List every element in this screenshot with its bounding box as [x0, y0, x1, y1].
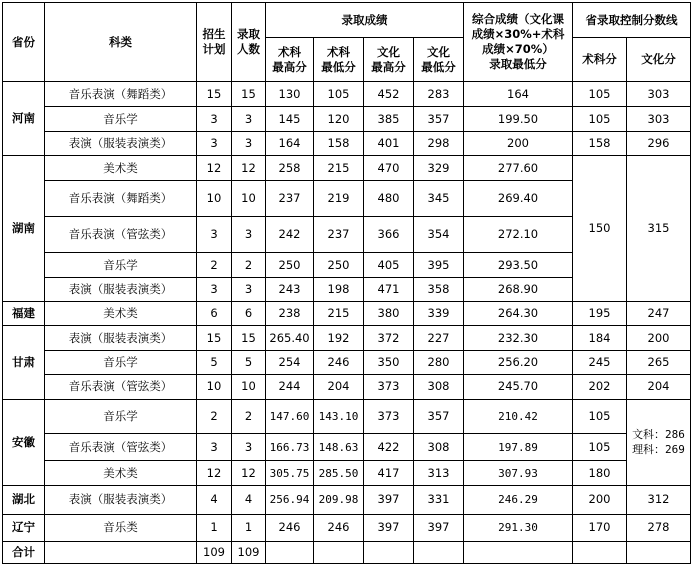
- art-max-cell: 244: [266, 375, 314, 399]
- admitted-cell: 6: [232, 302, 266, 326]
- table-row: [3, 326, 691, 350]
- art-min-cell: 148.63: [314, 434, 364, 461]
- art-min-cell: 250: [314, 253, 364, 277]
- header-cul-min: 文化 最低分: [414, 38, 464, 82]
- cul-min-cell: 357: [414, 399, 464, 434]
- art-min-cell: 204: [314, 375, 364, 399]
- plan-cell: 3: [197, 131, 232, 155]
- ctrl-art-cell: 200: [573, 485, 627, 514]
- province-cell: 河南: [3, 82, 45, 156]
- header-composite: 综合成绩（文化课 成绩×30%+术科 成绩×70%） 录取最低分: [464, 3, 573, 82]
- table-row: [3, 399, 691, 434]
- header-category: 科类: [45, 3, 197, 82]
- cul-max-cell: 385: [364, 107, 414, 131]
- table-row: [3, 82, 691, 107]
- header-ctrl-art: 术科分: [573, 38, 627, 82]
- composite-cell: 256.20: [464, 350, 573, 374]
- table-row: [3, 461, 691, 485]
- cul-min-cell: 308: [414, 375, 464, 399]
- art-max-cell: 145: [266, 107, 314, 131]
- ctrl-cul-cell: 204: [627, 375, 691, 399]
- ctrl-art-cell: 245: [573, 350, 627, 374]
- category-cell: 美术类: [45, 461, 197, 485]
- cul-max-cell: 397: [364, 515, 414, 541]
- ctrl-cul-cell: 296: [627, 131, 691, 155]
- ctrl-cul-cell: 315: [627, 156, 691, 302]
- ctrl-art-cell: 180: [573, 461, 627, 485]
- empty-cell: [414, 541, 464, 563]
- ctrl-cul-cell: 303: [627, 107, 691, 131]
- province-cell: 甘肃: [3, 326, 45, 399]
- cul-max-cell: 422: [364, 434, 414, 461]
- art-max-cell: 237: [266, 181, 314, 217]
- composite-cell: 199.50: [464, 107, 573, 131]
- art-min-cell: 246: [314, 515, 364, 541]
- art-max-cell: 246: [266, 515, 314, 541]
- cul-min-cell: 313: [414, 461, 464, 485]
- category-cell: 表演（服装表演类）: [45, 131, 197, 155]
- cul-min-cell: 397: [414, 515, 464, 541]
- composite-cell: 307.93: [464, 461, 573, 485]
- admitted-cell: 2: [232, 399, 266, 434]
- category-cell: 美术类: [45, 302, 197, 326]
- category-cell: 音乐类: [45, 515, 197, 541]
- category-cell: 音乐学: [45, 350, 197, 374]
- empty-cell: [314, 541, 364, 563]
- cul-min-cell: 395: [414, 253, 464, 277]
- table-row: [3, 434, 691, 461]
- ctrl-cul-cell: 265: [627, 350, 691, 374]
- category-cell: 音乐表演（舞蹈类）: [45, 181, 197, 217]
- cul-min-cell: 345: [414, 181, 464, 217]
- cul-min-cell: 329: [414, 156, 464, 181]
- admitted-cell: 12: [232, 156, 266, 181]
- art-max-cell: 238: [266, 302, 314, 326]
- cul-max-cell: 405: [364, 253, 414, 277]
- category-cell: 表演（服装表演类）: [45, 326, 197, 350]
- table-row: [3, 156, 691, 181]
- composite-cell: 269.40: [464, 181, 573, 217]
- art-max-cell: 250: [266, 253, 314, 277]
- cul-min-cell: 331: [414, 485, 464, 514]
- category-cell: 音乐表演（管弦类）: [45, 434, 197, 461]
- art-max-cell: 242: [266, 216, 314, 253]
- plan-cell: 12: [197, 461, 232, 485]
- art-max-cell: 164: [266, 131, 314, 155]
- admitted-cell: 3: [232, 277, 266, 301]
- composite-cell: 200: [464, 131, 573, 155]
- ctrl-art-cell: 195: [573, 302, 627, 326]
- category-cell: 音乐表演（舞蹈类）: [45, 82, 197, 107]
- art-max-cell: 147.60: [266, 399, 314, 434]
- admitted-cell: 3: [232, 434, 266, 461]
- admitted-cell: 15: [232, 82, 266, 107]
- cul-min-cell: 339: [414, 302, 464, 326]
- category-cell: 音乐学: [45, 107, 197, 131]
- ctrl-art-cell: 158: [573, 131, 627, 155]
- admitted-cell: 5: [232, 350, 266, 374]
- plan-cell: 10: [197, 181, 232, 217]
- cul-min-cell: 354: [414, 216, 464, 253]
- header-plan: 招生 计划: [197, 3, 232, 82]
- header-province: 省份: [3, 3, 45, 82]
- header-control-group: 省录取控制分数线: [573, 3, 691, 38]
- plan-cell: 3: [197, 277, 232, 301]
- plan-cell: 5: [197, 350, 232, 374]
- table-row: [3, 485, 691, 514]
- cul-min-cell: 298: [414, 131, 464, 155]
- admitted-cell: 10: [232, 181, 266, 217]
- empty-cell: [573, 541, 627, 563]
- total-label: 合计: [3, 541, 45, 563]
- plan-cell: 3: [197, 216, 232, 253]
- header-art-min: 术科 最低分: [314, 38, 364, 82]
- header-ctrl-cul: 文化分: [627, 38, 691, 82]
- ctrl-cul-cell: 303: [627, 82, 691, 107]
- plan-cell: 4: [197, 485, 232, 514]
- category-cell: 表演（服装表演类）: [45, 277, 197, 301]
- header-admitted: 录取 人数: [232, 3, 266, 82]
- cul-min-cell: 358: [414, 277, 464, 301]
- art-max-cell: 265.40: [266, 326, 314, 350]
- composite-cell: 246.29: [464, 485, 573, 514]
- art-min-cell: 237: [314, 216, 364, 253]
- art-min-cell: 120: [314, 107, 364, 131]
- cul-min-cell: 227: [414, 326, 464, 350]
- cul-max-cell: 471: [364, 277, 414, 301]
- art-max-cell: 258: [266, 156, 314, 181]
- art-min-cell: 246: [314, 350, 364, 374]
- cul-max-cell: 470: [364, 156, 414, 181]
- plan-cell: 1: [197, 515, 232, 541]
- art-min-cell: 215: [314, 302, 364, 326]
- art-max-cell: 305.75: [266, 461, 314, 485]
- art-max-cell: 130: [266, 82, 314, 107]
- composite-cell: 232.30: [464, 326, 573, 350]
- plan-cell: 15: [197, 326, 232, 350]
- ctrl-art-cell: 184: [573, 326, 627, 350]
- art-max-cell: 254: [266, 350, 314, 374]
- composite-cell: 264.30: [464, 302, 573, 326]
- empty-cell: [266, 541, 314, 563]
- plan-cell: 3: [197, 107, 232, 131]
- empty-cell: [627, 541, 691, 563]
- cul-max-cell: 480: [364, 181, 414, 217]
- cul-min-cell: 280: [414, 350, 464, 374]
- cul-max-cell: 452: [364, 82, 414, 107]
- admitted-cell: 3: [232, 131, 266, 155]
- province-cell: 湖南: [3, 156, 45, 302]
- cul-max-cell: 372: [364, 326, 414, 350]
- empty-cell: [45, 541, 197, 563]
- composite-cell: 197.89: [464, 434, 573, 461]
- admission-score-table: [2, 2, 691, 564]
- ctrl-art-cell: 170: [573, 515, 627, 541]
- total-plan-cell: 109: [197, 541, 232, 563]
- table-row: [3, 515, 691, 541]
- art-min-cell: 105: [314, 82, 364, 107]
- admitted-cell: 15: [232, 326, 266, 350]
- art-max-cell: 166.73: [266, 434, 314, 461]
- composite-cell: 164: [464, 82, 573, 107]
- plan-cell: 3: [197, 434, 232, 461]
- category-cell: 音乐学: [45, 253, 197, 277]
- ctrl-art-cell: 105: [573, 107, 627, 131]
- ctrl-cul-cell: 200: [627, 326, 691, 350]
- category-cell: 音乐表演（管弦类）: [45, 375, 197, 399]
- category-cell: 表演（服装表演类）: [45, 485, 197, 514]
- ctrl-cul-cell: 312: [627, 485, 691, 514]
- table-row: [3, 375, 691, 399]
- art-min-cell: 209.98: [314, 485, 364, 514]
- composite-cell: 293.50: [464, 253, 573, 277]
- header-scores-group: 录取成绩: [266, 3, 464, 38]
- admitted-cell: 3: [232, 107, 266, 131]
- plan-cell: 2: [197, 399, 232, 434]
- composite-cell: 291.30: [464, 515, 573, 541]
- art-min-cell: 192: [314, 326, 364, 350]
- empty-cell: [464, 541, 573, 563]
- cul-max-cell: 373: [364, 375, 414, 399]
- plan-cell: 12: [197, 156, 232, 181]
- ctrl-art-cell: 105: [573, 399, 627, 434]
- admitted-cell: 2: [232, 253, 266, 277]
- admitted-cell: 12: [232, 461, 266, 485]
- header-art-max: 术科 最高分: [266, 38, 314, 82]
- ctrl-cul-cell: 文科：286 理科：269: [627, 399, 691, 485]
- cul-max-cell: 397: [364, 485, 414, 514]
- composite-cell: 210.42: [464, 399, 573, 434]
- cul-min-cell: 357: [414, 107, 464, 131]
- table-row: [3, 350, 691, 374]
- category-cell: 美术类: [45, 156, 197, 181]
- plan-cell: 15: [197, 82, 232, 107]
- art-min-cell: 143.10: [314, 399, 364, 434]
- composite-cell: 245.70: [464, 375, 573, 399]
- total-admitted-cell: 109: [232, 541, 266, 563]
- cul-max-cell: 417: [364, 461, 414, 485]
- cul-max-cell: 373: [364, 399, 414, 434]
- table-row: [3, 302, 691, 326]
- art-min-cell: 198: [314, 277, 364, 301]
- admitted-cell: 4: [232, 485, 266, 514]
- cul-max-cell: 380: [364, 302, 414, 326]
- art-min-cell: 158: [314, 131, 364, 155]
- province-cell: 湖北: [3, 485, 45, 514]
- ctrl-art-cell: 105: [573, 434, 627, 461]
- composite-cell: 272.10: [464, 216, 573, 253]
- province-cell: 福建: [3, 302, 45, 326]
- ctrl-art-cell: 105: [573, 82, 627, 107]
- cul-min-cell: 283: [414, 82, 464, 107]
- composite-cell: 277.60: [464, 156, 573, 181]
- plan-cell: 10: [197, 375, 232, 399]
- total-row: [3, 541, 691, 563]
- ctrl-art-cell: 202: [573, 375, 627, 399]
- province-cell: 辽宁: [3, 515, 45, 541]
- plan-cell: 2: [197, 253, 232, 277]
- header-cul-max: 文化 最高分: [364, 38, 414, 82]
- cul-min-cell: 308: [414, 434, 464, 461]
- art-min-cell: 285.50: [314, 461, 364, 485]
- plan-cell: 6: [197, 302, 232, 326]
- table-row: [3, 107, 691, 131]
- category-cell: 音乐学: [45, 399, 197, 434]
- art-min-cell: 215: [314, 156, 364, 181]
- composite-cell: 268.90: [464, 277, 573, 301]
- cul-max-cell: 401: [364, 131, 414, 155]
- cul-max-cell: 350: [364, 350, 414, 374]
- cul-max-cell: 366: [364, 216, 414, 253]
- art-min-cell: 219: [314, 181, 364, 217]
- empty-cell: [364, 541, 414, 563]
- admitted-cell: 1: [232, 515, 266, 541]
- table-row: [3, 131, 691, 155]
- ctrl-art-cell: 150: [573, 156, 627, 302]
- art-max-cell: 243: [266, 277, 314, 301]
- province-cell: 安徽: [3, 399, 45, 485]
- art-max-cell: 256.94: [266, 485, 314, 514]
- category-cell: 音乐表演（管弦类）: [45, 216, 197, 253]
- admitted-cell: 3: [232, 216, 266, 253]
- admitted-cell: 10: [232, 375, 266, 399]
- ctrl-cul-cell: 278: [627, 515, 691, 541]
- ctrl-cul-cell: 247: [627, 302, 691, 326]
